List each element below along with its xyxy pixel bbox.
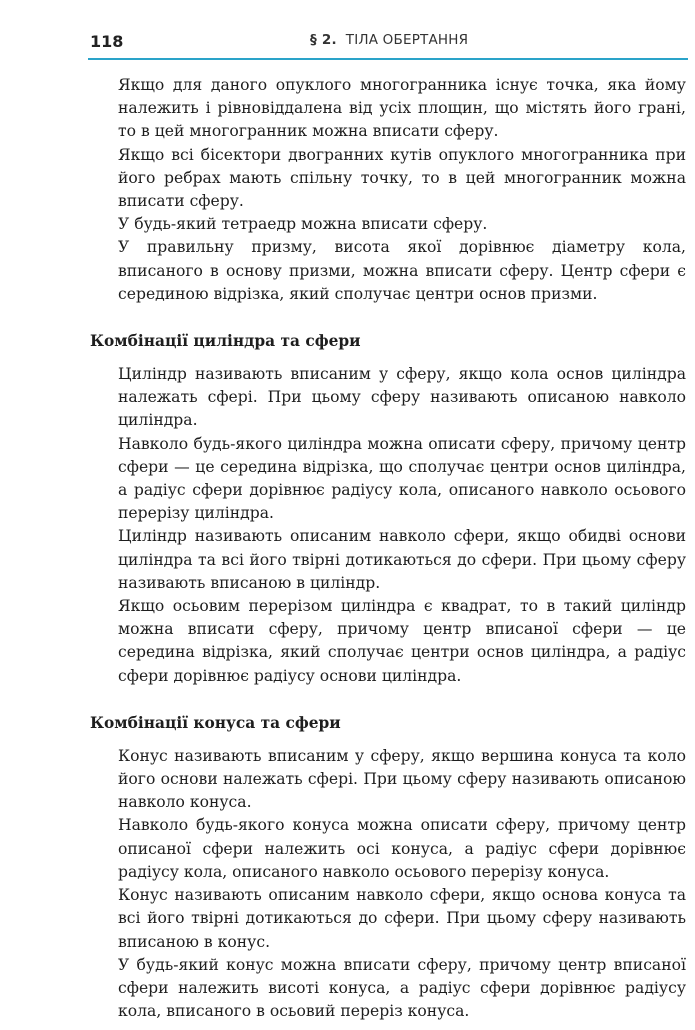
paragraph: Циліндр називають вписаним у сферу, якщо кола основ циліндра належать сфері. При цьому сферу називають описаною навколо циліндра. bbox=[118, 365, 686, 430]
paragraph: У будь-який конус можна вписати сферу, причому центр вписаної сфери належить висоті конуса, а радіус сфери дорівнює радіусу кола, вписаного в осьовий переріз конуса. bbox=[118, 955, 686, 1021]
paragraph: У правильну призму, висота якої дорівнює діаметру кола, вписаного в основу призми, можна вписати сферу. Центр сфери є серединою відрізка, який сполучає центри основ призми. bbox=[118, 238, 686, 303]
running-title bbox=[310, 32, 468, 48]
paragraph: Конус називають вписаним у сферу, якщо вершина конуса та коло його основи належать сфері. При цьому сферу називають описаною навколо конуса. bbox=[118, 746, 686, 812]
paragraph: Циліндр називають описаним навколо сфери, якщо обидві основи циліндра та всі його твірні дотикаються до сфери. При цьому сферу називають вписаною в циліндр. bbox=[118, 527, 686, 592]
page-body bbox=[90, 74, 686, 1023]
section-title: ТІЛА ОБЕРТАННЯ bbox=[345, 32, 469, 48]
section-marker: § 2. bbox=[310, 32, 337, 48]
paragraph: Якщо для даного опуклого многогранника існує точка, яка йому належить і рівновіддалена від усіх площин, що містять його грані, то в цей многогранник можна вписати сферу. bbox=[118, 76, 686, 141]
paragraph: У будь-який тетраедр можна вписати сферу. bbox=[118, 215, 488, 234]
page-header bbox=[88, 26, 688, 60]
paragraph: Якщо осьовим перерізом циліндра є квадрат, то в такий циліндр можна вписати сферу, причому центр вписаної сфери — це середина відрізка, який сполучає центри основ циліндра, а радіус сфери дорівнює радіусу основи циліндра. bbox=[118, 597, 686, 685]
section-heading: Комбінації циліндра та сфери bbox=[90, 332, 361, 351]
cone-sphere-section bbox=[90, 712, 686, 1023]
cylinder-sphere-section bbox=[90, 330, 686, 688]
page-number: 118 bbox=[90, 32, 124, 51]
intro-block bbox=[90, 74, 686, 306]
section-heading: Комбінації конуса та сфери bbox=[90, 713, 341, 732]
paragraph: Навколо будь-якого конуса можна описати сферу, причому центр описаної сфери належить осі конуса, а радіус сфери дорівнює радіусу кола, описаного навколо осьового перерізу конуса. bbox=[118, 816, 686, 881]
paragraph: Якщо всі бісектори двогранних кутів опуклого многогранника при його ребрах мають спільну точку, то в цей многогранник можна вписати сферу. bbox=[118, 145, 686, 211]
paragraph: Навколо будь-якого циліндра можна описати сферу, причому центр сфери — це середина відрізка, що сполучає центри основ циліндра, а радіус сфери дорівнює радіусу кола, описаного навколо осьового перерізу циліндра. bbox=[118, 434, 686, 523]
paragraph: Конус називають описаним навколо сфери, якщо основа конуса та всі його твірні дотикаються до сфери. При цьому сферу називають вписаною в конус. bbox=[118, 886, 686, 951]
